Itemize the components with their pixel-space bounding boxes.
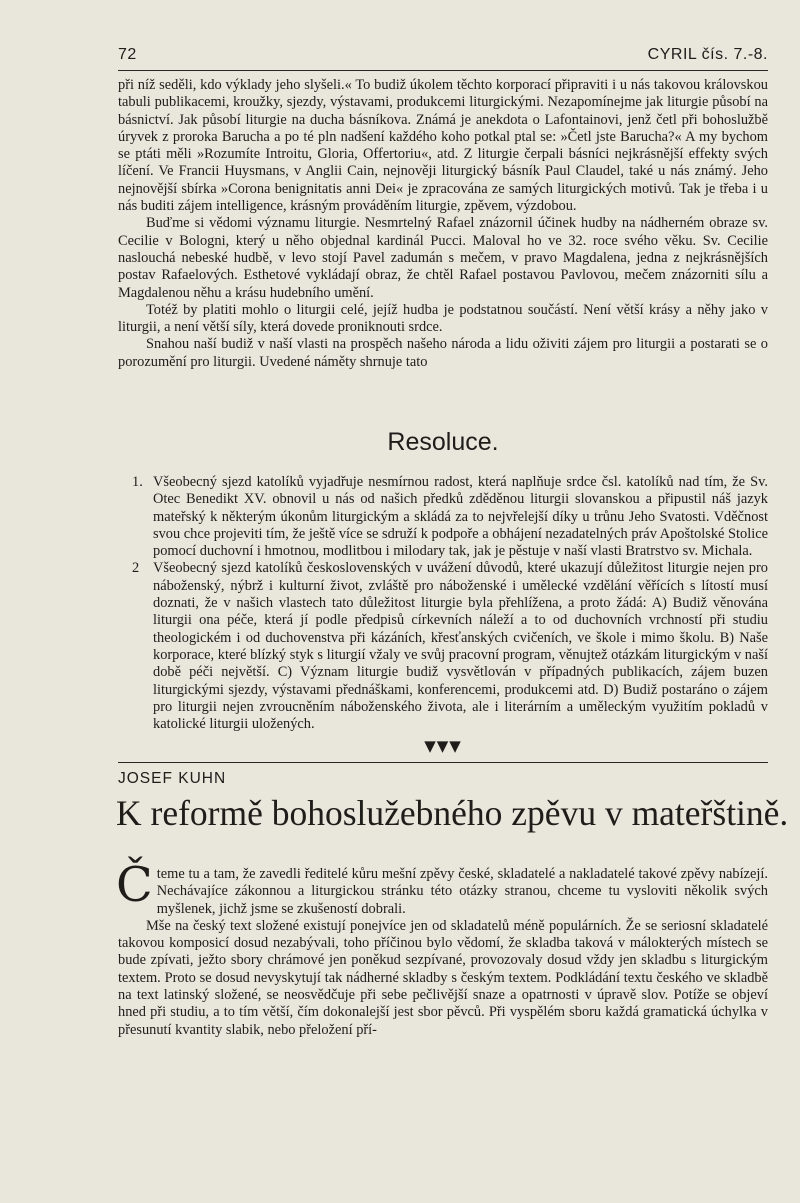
article-author: JOSEF KUHN	[118, 770, 227, 787]
resolution-item-number: 2	[132, 560, 140, 577]
resolution-list	[118, 474, 768, 733]
article-body	[116, 857, 768, 1039]
article-paragraph-1-text: teme tu a tam, že zavedli ředitelé kůru mešní zpěvy české, skladatelé a nakladatelé takové zpěvy nabízejí. Nechávajíce zákonnou a liturgickou stránku této otázky stranou, chceme tu vysloviti několik svých myšlenek, jichž jsme se zkušeností dobrali.	[156, 866, 768, 917]
intro-paragraph-4: Snahou naší budiž v naší vlasti na prospěch našeho národa a lidu oživiti zájem pro liturgii a postarati se o porozumění pro liturgii. Uvedené náměty shrnuje tato	[118, 336, 768, 370]
section-rule	[118, 762, 768, 763]
intro-text	[118, 77, 768, 371]
journal-issue: CYRIL čís. 7.-8.	[647, 46, 768, 63]
article-paragraph-1	[116, 857, 768, 918]
intro-paragraph-2: Buďme si vědomi významu liturgie. Nesmrtelný Rafael znázornil účinek hudby na nádherném obraze sv. Cecilie v Bologni, který u něho objednal kardinál Pucci. Maloval ho ve 32. roce svého věku. Sv. Cecilie naslouchá nebeské hudbě, v levo stojí Pavel zadumán s mečem, v pravo Magdalena, jedna z nejkrásnějších postav Rafaelových. Esthetové vykládají obraz, že chtěl Rafael postavou Pavlovou, mečem znázorniti sílu a Magdalenou něhu a krásu hudebního umění.	[118, 215, 768, 301]
article-paragraph-2: Mše na český text složené existují ponejvíce jen od skladatelů méně populárních. Že se seriosní skladatelé takovou komposicí dosud nezabývali, toho příčinou bylo vědomí, že skladba taková v málokterých místech se bude zpívati, ježto sbory chrámové jen poněkud sezpívané, provozovaly dosud vždy jen skladbu s liturgickým textem. Proto se dosud nevyskytují tak nádherné skladby s českým textem. Podkládání textu českého ve skladbě na text latinský složené, se neosvědčuje při sebe pečlivější snaze a opatrnosti v úpravě slov. Potíže se objeví hned při studiu, a to tím větší, čím dokonalejší jest sbor pěvců. Při vyspělém sboru každá gramatická úchylka v přesunutí kvantity slabik, nebo přeložení pří-	[118, 917, 768, 1038]
resolution-item-text: Všeobecný sjezd katolíků československých v uvážení důvodů, které ukazují důležitost liturgie nejen pro náboženský, nýbrž i kulturní život, zvláště pro náboženské i umělecké vzdělání věřících s lítostí musí doznati, že v našich vlastech tato důležitost liturgie byla přehlížena, a proto žádá: A) Budiž věnována liturgii ona péče, která jí podle předpisů církevních náleží a to od duchovních vrchností při studiu theologickém i od duchovenstva při kázáních, křesťanských cvičeních, ve škole i mimo školu. B) Naše korporace, které blízký styk s liturgií vžaly ve svůj pracovní program, věnujtež otázkám liturgickým v naší době péči největší. C) Význam liturgie budiž vysvětlován v případných publikacích, zájem buzen liturgickými sjezdy, výstavami přednáškami, konferencemi, produkcemi atd. D) Budiž postaráno o zájem pro liturgii nejen zvroucněním náboženského života, ale i literárním a uměleckým využitím pokladů v katolické liturgii uložených.	[153, 560, 768, 733]
intro-paragraph-3: Totéž by platiti mohlo o liturgii celé, jejíž hudba je podstatnou součástí. Není větší krásy a něhy jako v liturgii, a není větší síly, která dovede proniknouti srdce.	[118, 301, 768, 336]
article-title: K reformě bohoslužebného zpěvu v mateřštině.	[116, 793, 789, 833]
resolution-item	[118, 560, 768, 733]
resolution-item	[118, 474, 768, 560]
section-ornament: ▼▼▼	[424, 737, 462, 755]
page-number: 72	[118, 46, 137, 63]
intro-paragraph-1: při níž seděli, kdo výklady jeho slyšeli.« To budiž úkolem těchto korporací připraviti i u nás takovou královskou tabuli publikacemi, kroužky, sjezdy, výstavami, produkcemi liturgickými. Nezapomínejme jak liturgie působí na básnictví. Jak působí liturgie na ducha básníkova. Známá je anekdota o Lafontainovi, jenž četl při bohoslužbě úryvek z proroka Barucha a po té pln nadšení každého koho potkal ptal se: »Četl jste Barucha?« A my bychom se ptáti měli »Rozumíte Introitu, Gloria, Offertoriu«, atd. Z liturgie čerpali básníci nejkrásnější effekty svých líčení. Ve Francii Huysmans, v Anglii Cain, nejnověji liturgický básník Paul Claudel, také u nás známý. Jeho nejnovější sbírka »Corona benignitatis anni Dei« je zpracována ze samých liturgických motivů. Tak je třeba i u nás buditi zájem intelligence, krásným prováděním liturgie, zpěvem, výzdobou.	[118, 77, 768, 215]
page-header	[118, 46, 768, 70]
resolution-item-text: Všeobecný sjezd katolíků vyjadřuje nesmírnou radost, která naplňuje srdce čsl. katolíků nad tím, že Sv. Otec Benedikt XV. obnovil u nás od našich předků zděděnou liturgii slovanskou a připustil náš jazyk mateřský k některým úkonům liturgickým a skládá za to nejvřelejší díky u trůnu Jeho Svatosti. Vděčnost svou chce projeviti tím, že ještě více se sdruží k podpoře a obhájení nezadatelných práv Apoštolské Stolice pomocí duchovní i hmotnou, modlitbou i milodary tak, jak je pěstuje v naší vlasti Bratrstvo sv. Michala.	[153, 474, 769, 560]
header-rule	[118, 70, 768, 71]
drop-cap: Č	[116, 857, 153, 913]
resolution-item-number: 1.	[132, 474, 143, 490]
resolution-heading: Resoluce.	[387, 428, 499, 456]
